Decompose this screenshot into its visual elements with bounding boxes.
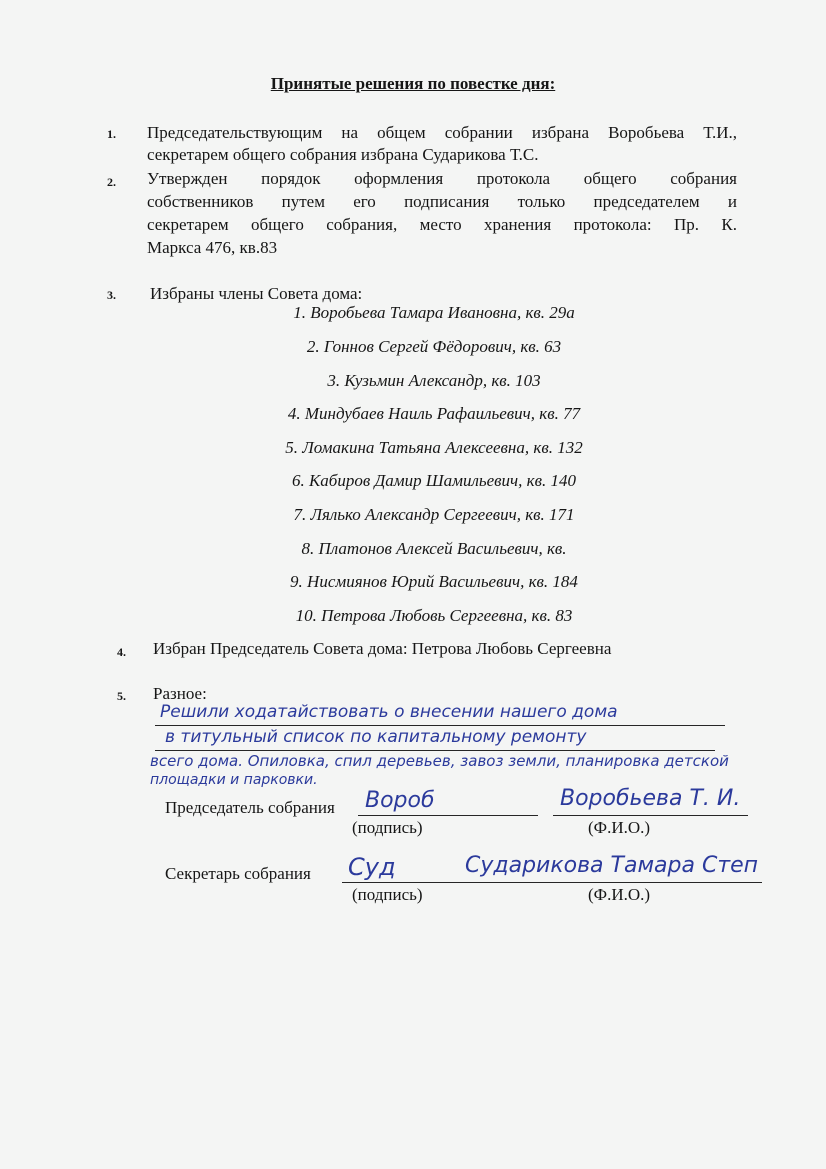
- item-number-2: 2.: [107, 175, 116, 189]
- council-member: 9. Нисмиянов Юрий Васильевич, кв. 184: [290, 572, 578, 591]
- secretary-name: Сударикова Тамара Степ: [465, 853, 759, 878]
- handwritten-note-line: всего дома. Опиловка, спил деревьев, завоз земли, планировка детской: [150, 752, 729, 770]
- secretary-name-caption: (Ф.И.О.): [588, 885, 651, 904]
- handwritten-note-line: площадки и парковки.: [150, 772, 318, 788]
- page-title: Принятые решения по повестке дня:: [270, 74, 556, 93]
- secretary-signature-caption: (подпись): [352, 885, 423, 904]
- item-1-line-2: секретарем общего собрания избрана Сударикова Т.С.: [147, 145, 539, 164]
- secretary-label: Секретарь собрания: [165, 864, 311, 883]
- council-member: 8. Платонов Алексей Васильевич, кв.: [301, 539, 567, 558]
- item-3-text: Избраны члены Совета дома:: [150, 284, 363, 303]
- item-2-line-2: собственников путем его подписания только председателем и: [147, 192, 737, 211]
- item-number-4: 4.: [117, 645, 126, 659]
- chair-name: Воробьева Т. И.: [560, 786, 741, 811]
- chair-label: Председатель собрания: [165, 798, 335, 817]
- council-member: 4. Миндубаев Наиль Рафаильевич, кв. 77: [287, 404, 581, 423]
- council-member: 7. Лялько Александр Сергеевич, кв. 171: [293, 505, 575, 524]
- note-underline: [155, 750, 715, 751]
- item-2-line-1: Утвержден порядок оформления протокола общего собрания: [147, 169, 737, 188]
- chair-name-caption: (Ф.И.О.): [588, 818, 651, 837]
- council-member: 6. Кабиров Дамир Шамильевич, кв. 140: [292, 471, 576, 490]
- chair-signature-line: [358, 815, 538, 816]
- council-member: 1. Воробьева Тамара Ивановна, кв. 29а: [293, 303, 575, 322]
- item-2-line-3: секретарем общего собрания, место хранения протокола: Пр. К.: [147, 215, 737, 234]
- chair-signature: Вороб: [365, 788, 435, 813]
- note-underline: [155, 725, 725, 726]
- secretary-line: [342, 882, 762, 883]
- council-member: 5. Ломакина Татьяна Алексеевна, кв. 132: [285, 438, 583, 457]
- item-1-line-1: Председательствующим на общем собрании избрана Воробьева Т.И.,: [147, 123, 737, 142]
- item-4-text: Избран Председатель Совета дома: Петрова Любовь Сергеевна: [153, 639, 612, 658]
- secretary-signature: Суд: [348, 853, 396, 881]
- item-5-text: Разное:: [153, 684, 207, 703]
- chair-name-line: [553, 815, 748, 816]
- item-2-line-4: Маркса 476, кв.83: [147, 238, 278, 257]
- item-number-1: 1.: [107, 127, 116, 141]
- handwritten-note-line: Решили ходатайствовать о внесении нашего дома: [160, 702, 618, 722]
- item-number-5: 5.: [117, 689, 126, 703]
- council-member: 2. Гоннов Сергей Фёдорович, кв. 63: [306, 337, 562, 356]
- council-member: 3. Кузьмин Александр, кв. 103: [327, 371, 541, 390]
- chair-signature-caption: (подпись): [352, 818, 423, 837]
- council-member: 10. Петрова Любовь Сергеевна, кв. 83: [295, 606, 573, 625]
- handwritten-note-line: в титульный список по капитальному ремонту: [165, 727, 587, 747]
- item-number-3: 3.: [107, 288, 116, 302]
